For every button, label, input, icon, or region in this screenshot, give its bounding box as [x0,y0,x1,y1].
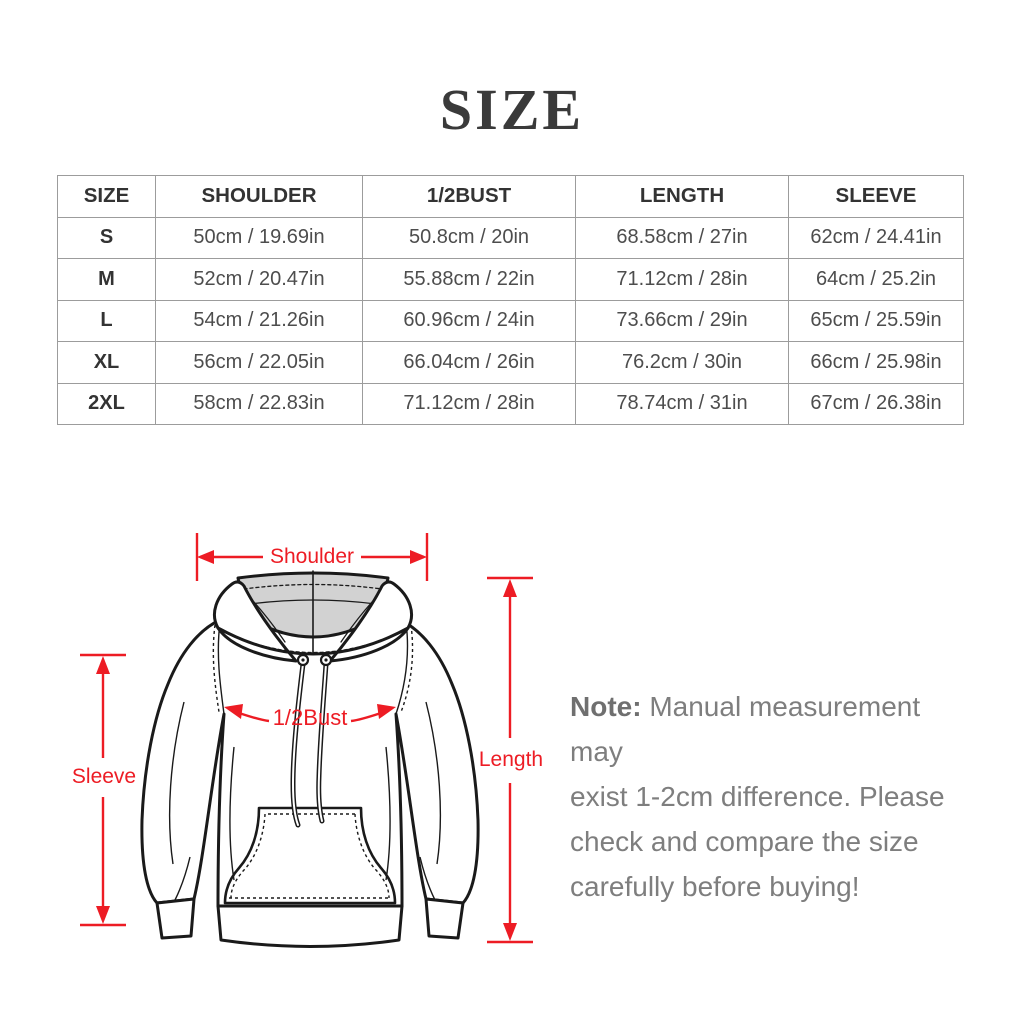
sleeve-arrow [80,655,126,925]
cell-bust: 50.8cm / 20in [363,217,576,259]
cell-sleeve: 64cm / 25.2in [789,259,964,301]
cell-sleeve: 67cm / 26.38in [789,383,964,425]
note-label: Note: [570,691,642,722]
cell-length: 71.12cm / 28in [576,259,789,301]
note-text [570,684,970,909]
header-sleeve: SLEEVE [789,176,964,218]
cell-shoulder: 58cm / 22.83in [156,383,363,425]
cell-shoulder: 56cm / 22.05in [156,342,363,384]
size-table [57,175,964,425]
note-line: exist 1-2cm difference. Please [570,781,945,812]
note-line [570,684,970,774]
note-line-text: Manual measurement may [570,691,921,767]
header-shoulder: SHOULDER [156,176,363,218]
table-row [58,259,964,301]
note-line: check and compare the size [570,826,919,857]
table-row [58,217,964,259]
cell-length: 78.74cm / 31in [576,383,789,425]
cell-sleeve: 62cm / 24.41in [789,217,964,259]
table-row [58,383,964,425]
measurement-arrows [60,525,560,960]
cell-length: 76.2cm / 30in [576,342,789,384]
cell-sleeve: 66cm / 25.98in [789,342,964,384]
cell-size: XL [58,342,156,384]
cell-sleeve: 65cm / 25.59in [789,300,964,342]
length-arrow-label: Length [478,748,544,771]
cell-bust: 60.96cm / 24in [363,300,576,342]
cell-shoulder: 50cm / 19.69in [156,217,363,259]
table-row [58,300,964,342]
cell-size: S [58,217,156,259]
note-line: carefully before buying! [570,871,860,902]
cell-size: 2XL [58,383,156,425]
cell-shoulder: 52cm / 20.47in [156,259,363,301]
header-bust: 1/2BUST [363,176,576,218]
header-size: SIZE [58,176,156,218]
cell-length: 68.58cm / 27in [576,217,789,259]
cell-size: M [58,259,156,301]
shoulder-arrow-label: Shoulder [269,545,355,568]
cell-length: 73.66cm / 29in [576,300,789,342]
cell-shoulder: 54cm / 21.26in [156,300,363,342]
sleeve-arrow-label: Sleeve [71,765,137,788]
half-bust-arrow-label: 1/2Bust [272,705,348,730]
table-header-row [58,176,964,218]
cell-bust: 55.88cm / 22in [363,259,576,301]
cell-bust: 66.04cm / 26in [363,342,576,384]
header-length: LENGTH [576,176,789,218]
table-row [58,342,964,384]
page-title: SIZE [439,77,585,142]
cell-size: L [58,300,156,342]
cell-bust: 71.12cm / 28in [363,383,576,425]
